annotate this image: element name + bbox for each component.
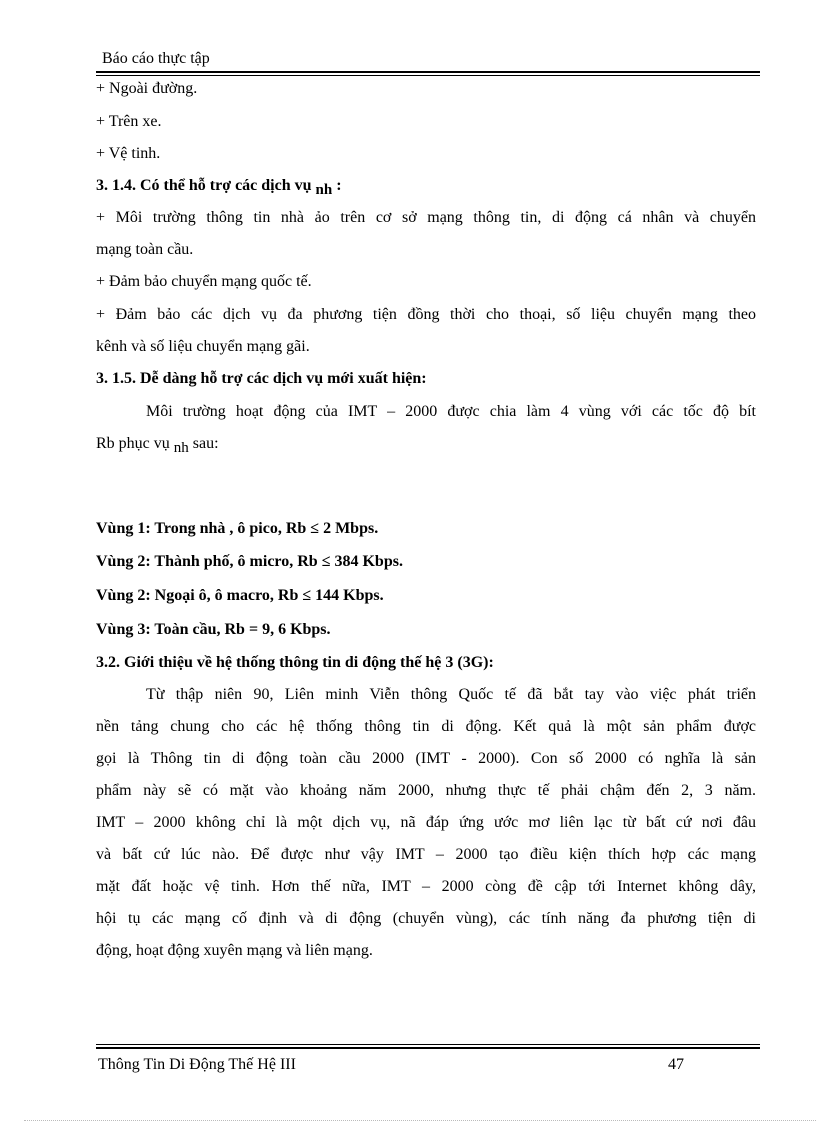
footer-rule-thick [96, 1047, 760, 1049]
paragraph-line: mạng toàn cầu. [96, 241, 194, 258]
zone-item: Vùng 2: Thành phố, ô micro, Rb ≤ 384 Kbps. [96, 553, 403, 570]
paragraph-line: Rb phục vụ nh sau: [96, 435, 219, 456]
header-title: Báo cáo thực tập [102, 50, 210, 67]
list-item: + Vệ tinh. [96, 145, 161, 162]
paragraph-line: + Đảm bảo chuyển mạng quốc tế. [96, 273, 312, 290]
zone-item: Vùng 2: Ngoại ô, ô macro, Rb ≤ 144 Kbps. [96, 587, 384, 604]
footer-title: Thông Tin Di Động Thế Hệ III [98, 1056, 296, 1073]
footer-rule-thin [96, 1044, 760, 1045]
section-heading-3-2: 3.2. Giới thiệu về hệ thống thông tin di động thế hệ 3 (3G): [96, 654, 494, 671]
paragraph-line: Từ thập niên 90, Liên minh Viễn thông Quốc tế đã bắt tay vào việc phát triển [146, 686, 756, 703]
paragraph-line: hội tụ các mạng cố định và di động (chuyển vùng), các tính năng đa phương tiện di [96, 910, 756, 927]
paragraph-line: và bất cứ lúc nào. Để được như vậy IMT – 2000 tạo điều kiện thích hợp các mạng [96, 846, 756, 863]
paragraph-line: + Môi trường thông tin nhà ảo trên cơ sở mạng thông tin, di động cá nhân và chuyển [96, 209, 756, 226]
section-heading-1-4: 3. 1.4. Có thể hỗ trợ các dịch vụ nh : [96, 177, 342, 198]
paragraph-line: phẩm này sẽ có mặt vào khoảng năm 2000, nhưng thực tế phải chậm đến 2, 3 năm. [96, 782, 756, 799]
paragraph-line: IMT – 2000 không chỉ là một dịch vụ, nã đáp ứng ước mơ liên lạc từ bất cứ nơi đâu [96, 814, 756, 831]
paragraph-line: gọi là Thông tin di động toàn cầu 2000 (IMT - 2000). Con số 2000 có nghĩa là sản [96, 750, 756, 767]
paragraph-line: Môi trường hoạt động của IMT – 2000 được chia làm 4 vùng với các tốc độ bít [146, 403, 756, 420]
paragraph-line: kênh và số liệu chuyển mạng gãi. [96, 338, 310, 355]
zone-item: Vùng 1: Trong nhà , ô pico, Rb ≤ 2 Mbps. [96, 520, 379, 537]
list-item: + Trên xe. [96, 113, 162, 130]
header-rule-thin [96, 75, 760, 76]
header-rule-thick [96, 71, 760, 73]
paragraph-line: + Đảm bảo các dịch vụ đa phương tiện đồng thời cho thoại, số liệu chuyển mạng theo [96, 306, 756, 323]
page-edge-divider [24, 1120, 816, 1121]
paragraph-line: nền tảng chung cho các hệ thống thông tin di động. Kết quả là một sản phẩm được [96, 718, 756, 735]
paragraph-line: mặt đất hoặc vệ tinh. Hơn thế nữa, IMT – 2000 còng đề cập tới Internet không dây, [96, 878, 756, 895]
paragraph-line: động, hoạt động xuyên mạng và liên mạng. [96, 942, 373, 959]
section-heading-1-5: 3. 1.5. Dễ dàng hỗ trợ các dịch vụ mới xuất hiện: [96, 370, 427, 387]
page-number: 47 [668, 1056, 684, 1073]
list-item: + Ngoài đường. [96, 80, 198, 97]
zone-item: Vùng 3: Toàn cầu, Rb = 9, 6 Kbps. [96, 621, 331, 638]
